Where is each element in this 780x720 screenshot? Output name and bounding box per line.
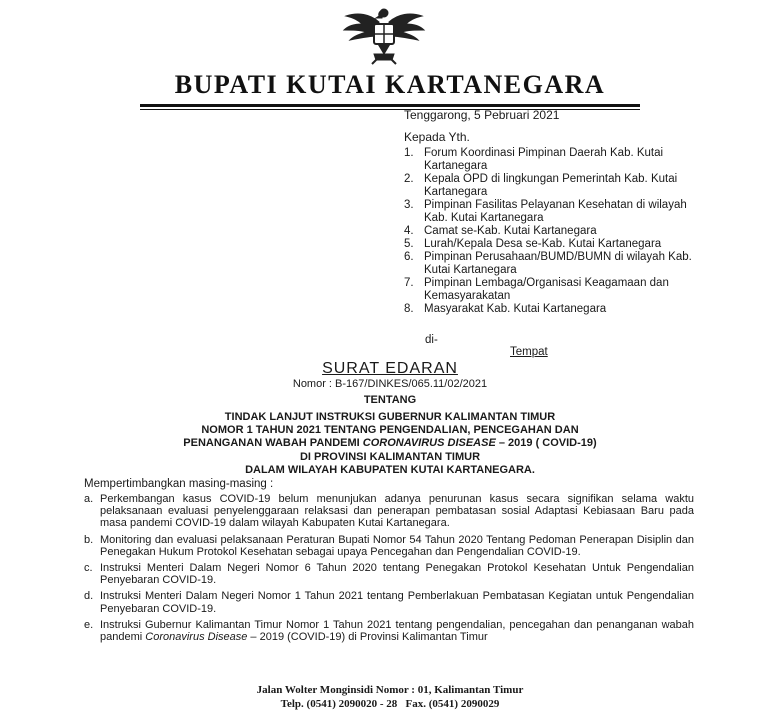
letter-kepada: Kepada Yth. [404, 130, 470, 144]
subject-text: PENANGANAN WABAH PANDEMI [183, 437, 363, 450]
recipient-text: Pimpinan Perusahaan/BUMD/BUMN di wilayah Kab. Kutai Kartanegara [424, 251, 692, 276]
recipient-item [404, 251, 704, 277]
recipient-item [404, 225, 704, 238]
surat-tentang: TENTANG [363, 394, 417, 406]
consideration-italic: Coronavirus Disease [145, 631, 248, 644]
consideration-item [84, 534, 694, 558]
recipient-text: Pimpinan Lembaga/Organisasi Keagamaan dan Kemasyarakatan [424, 277, 669, 302]
recipient-number: 3. [404, 199, 414, 211]
recipient-list [404, 147, 704, 316]
subject-line: TINDAK LANJUT INSTRUKSI GUBERNUR KALIMANTAN TIMUR [224, 411, 556, 423]
letterhead-footer [0, 683, 780, 711]
letter-di: di- [425, 334, 438, 346]
recipient-number: 4. [404, 225, 414, 237]
recipient-number: 5. [404, 238, 414, 250]
footer-contact: Telp. (0541) 2090020 - 28 Fax. (0541) 2090029 [280, 698, 500, 710]
recipient-item [404, 147, 704, 173]
header-rule-thin [140, 109, 640, 110]
subject-line [60, 437, 720, 450]
consideration-item [84, 562, 694, 586]
consideration-item [84, 493, 694, 530]
recipient-number: 1. [404, 147, 414, 159]
consideration-letter: a. [84, 493, 94, 505]
consideration-item [84, 619, 694, 643]
consideration-letter: e. [84, 618, 94, 631]
considerations-intro: Mempertimbangkan masing-masing : [84, 478, 274, 490]
recipient-text: Kepala OPD di lingkungan Pemerintah Kab. Kutai Kartanegara [424, 173, 678, 198]
footer-address: Jalan Wolter Monginsidi Nomor : 01, Kalimantan Timur [256, 684, 524, 696]
recipient-number: 6. [404, 251, 414, 263]
recipient-number: 8. [404, 303, 414, 315]
surat-nomor: Nomor : B-167/DINKES/065.11/02/2021 [292, 378, 488, 390]
recipient-item [404, 173, 704, 199]
surat-subject [60, 411, 720, 477]
recipient-item [404, 199, 704, 225]
consideration-text: Instruksi Menteri Dalam Negeri Nomor 6 Tahun 2020 tentang Penegakan Protokol Kesehatan Untuk Pengendalian Penyebaran COVID-19. [100, 562, 694, 587]
document-heading: BUPATI KUTAI KARTANEGARA [174, 70, 606, 99]
consideration-letter: b. [84, 533, 94, 546]
subject-line: DALAM WILAYAH KABUPATEN KUTAI KARTANEGARA. [245, 463, 535, 476]
consideration-item [84, 590, 694, 614]
consideration-letter: c. [84, 562, 93, 575]
consideration-text: Monitoring dan evaluasi pelaksanaan Peraturan Bupati Nomor 54 Tahun 2020 Tentang Pedoman Penerapan Disiplin dan Penegakan Hukum Protokol Kesehatan sebagai upaya Pencegahan dan Pengendalian COVID-19. [100, 533, 694, 558]
recipient-number: 2. [404, 173, 414, 185]
consideration-letter: d. [84, 590, 94, 603]
considerations-list [84, 493, 694, 647]
consideration-text: Instruksi Menteri Dalam Negeri Nomor 1 Tahun 2021 tentang Pemberlakuan Pembatasan Kegiatan untuk Pengendalian Penyebaran COVID-19. [100, 590, 694, 615]
garuda-emblem-icon [340, 4, 428, 68]
recipient-number: 7. [404, 277, 414, 289]
recipient-item [404, 238, 704, 251]
consideration-text: Perkembangan kasus COVID-19 belum menunjukan adanya penurunan kasus secara signifikan selama waktu pelaksanaan evaluasi penyelenggaraan relaksasi dan penerapan pembatasan sosial Adaptasi Kebiasaan Baru pada masa pandemi COVID-19 dalam wilayah Kabupaten Kutai Kartanegara. [100, 493, 694, 530]
letter-date: Tenggarong, 5 Pebruari 2021 [404, 108, 560, 122]
consideration-text: – 2019 (COVID-19) di Provinsi Kalimantan Timur [247, 631, 488, 644]
recipient-text: Pimpinan Fasilitas Pelayanan Kesehatan di wilayah Kab. Kutai Kartanegara [424, 199, 687, 224]
subject-text: – 2019 ( COVID-19) [495, 437, 597, 450]
subject-italic: CORONAVIRUS DISEASE [362, 437, 496, 450]
consideration-text: Instruksi Gubernur Kalimantan Timur Nomor 1 Tahun 2021 tentang pengendalian, pencegahan dan penanganan wabah pandemi [100, 618, 694, 644]
recipient-text: Masyarakat Kab. Kutai Kartanegara [424, 303, 607, 315]
letter-tempat: Tempat [510, 346, 548, 358]
subject-line: NOMOR 1 TAHUN 2021 TENTANG PENGENDALIAN, PENCEGAHAN DAN [201, 424, 579, 437]
header-rule-thick [140, 104, 640, 107]
recipient-text: Camat se-Kab. Kutai Kartanegara [424, 225, 597, 237]
subject-line: DI PROVINSI KALIMANTAN TIMUR [299, 450, 481, 463]
recipient-item [404, 277, 704, 303]
surat-edaran-title: SURAT EDARAN [322, 360, 458, 377]
recipient-text: Lurah/Kepala Desa se-Kab. Kutai Kartanegara [424, 238, 662, 250]
recipient-text: Forum Koordinasi Pimpinan Daerah Kab. Kutai Kartanegara [424, 147, 664, 172]
recipient-item [404, 303, 704, 316]
